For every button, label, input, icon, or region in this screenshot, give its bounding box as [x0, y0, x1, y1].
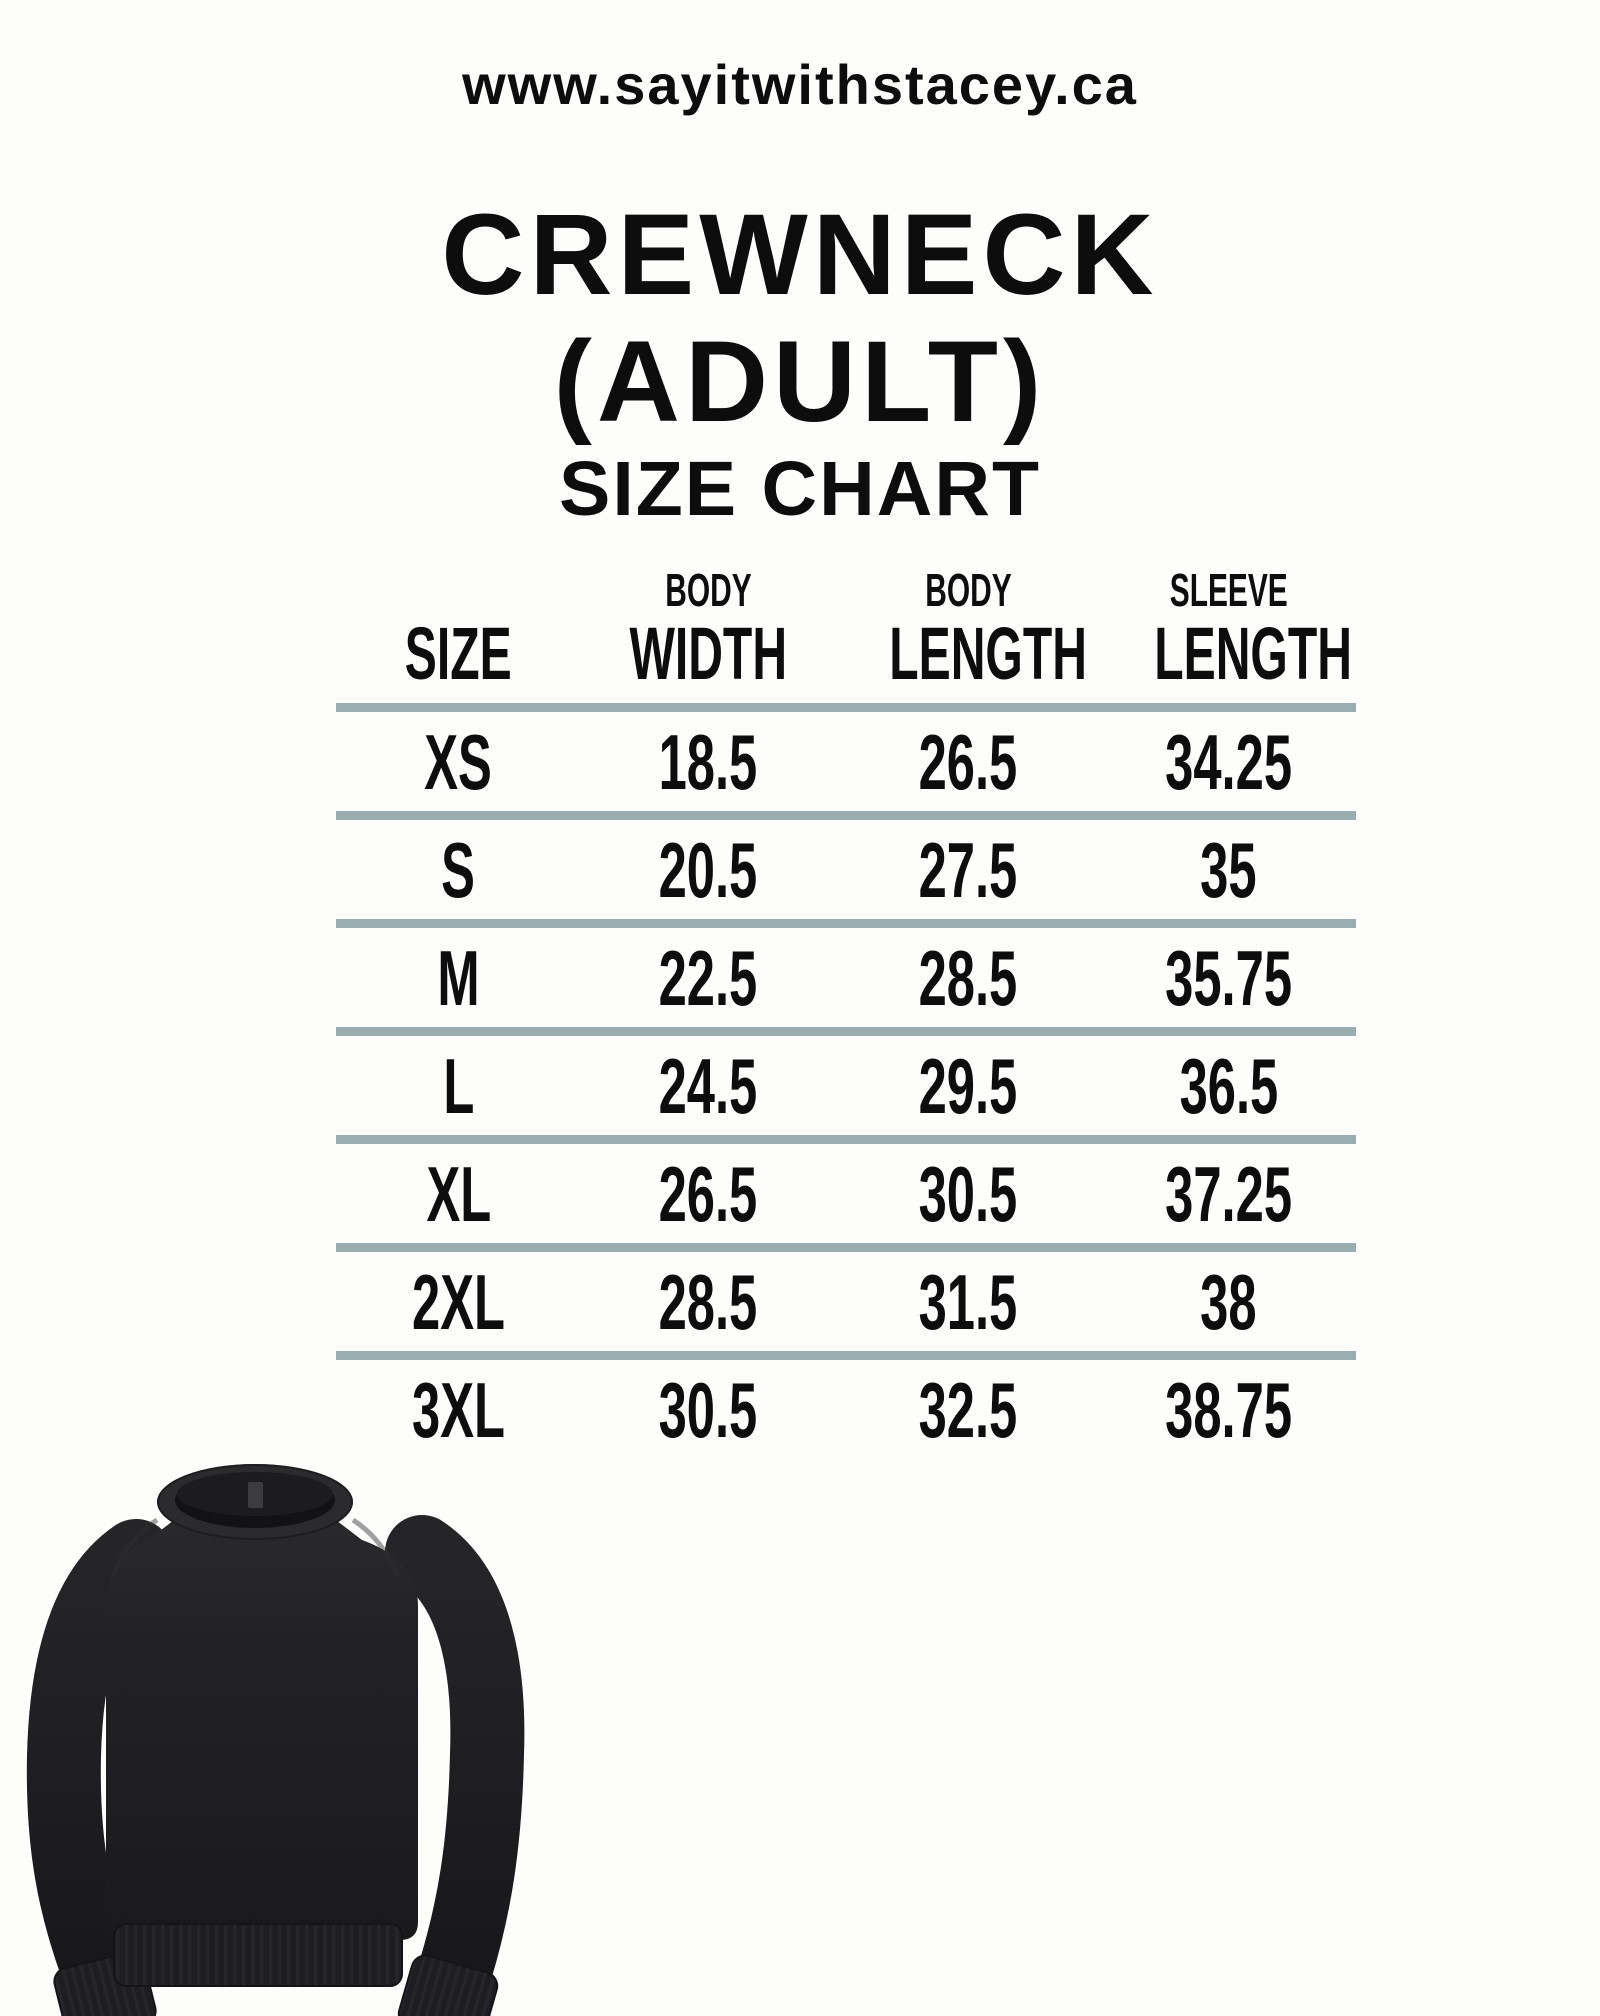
cell-body-width: 18.5 [658, 717, 758, 806]
cell-body-length: 27.5 [919, 825, 1018, 914]
header-body-width: BODY WIDTH [629, 563, 788, 696]
table-row-3xl [336, 1351, 1356, 1459]
sweatshirt-collar [157, 1464, 353, 1540]
page-title [0, 192, 1600, 534]
cell-size: 2XL [411, 1257, 505, 1346]
neck-label [248, 1482, 263, 1508]
cell-sleeve-length: 35.75 [1165, 933, 1292, 1022]
cell-body-width: 26.5 [658, 1149, 758, 1238]
header-body-length: BODY LENGTH [889, 563, 1087, 696]
table-row-l [336, 1027, 1356, 1135]
title-line-2: (ADULT) [553, 317, 1047, 446]
table-row-s [336, 811, 1356, 919]
cell-size: XS [424, 717, 493, 806]
cell-body-length: 28.5 [919, 933, 1018, 1022]
cell-body-width: 20.5 [658, 825, 758, 914]
table-row-xs [336, 703, 1356, 811]
cell-size: S [441, 825, 476, 914]
sweatshirt-right-sleeve [422, 1552, 487, 1968]
cell-sleeve-length: 38.75 [1165, 1365, 1292, 1454]
header-sleeve-length: SLEEVE LENGTH [1154, 563, 1352, 696]
cell-body-length: 30.5 [919, 1149, 1018, 1238]
cell-sleeve-length: 37.25 [1165, 1149, 1292, 1238]
website-url: www.sayitwithstacey.ca [462, 53, 1138, 116]
cell-body-length: 31.5 [919, 1257, 1018, 1346]
cell-sleeve-length: 34.25 [1165, 717, 1292, 806]
sweatshirt-waistband [114, 1924, 402, 1986]
table-row-m [336, 919, 1356, 1027]
header-size: SIZE [404, 612, 512, 696]
cell-size: XL [426, 1149, 491, 1238]
cell-size: L [442, 1041, 474, 1130]
cell-size: M [437, 933, 480, 1022]
size-chart-table [336, 548, 1356, 1459]
product-photo-black-crewneck [26, 1456, 550, 2016]
cell-body-width: 24.5 [658, 1041, 758, 1130]
cell-size: 3XL [411, 1365, 505, 1454]
table-header-row [336, 548, 1356, 703]
cell-sleeve-length: 35 [1200, 825, 1257, 914]
cell-body-width: 30.5 [658, 1365, 758, 1454]
cell-body-width: 28.5 [658, 1257, 758, 1346]
sweatshirt-body [106, 1514, 418, 1940]
table-row-2xl [336, 1243, 1356, 1351]
cell-sleeve-length: 36.5 [1179, 1041, 1278, 1130]
cell-body-length: 29.5 [919, 1041, 1018, 1130]
cell-sleeve-length: 38 [1200, 1257, 1257, 1346]
cell-body-length: 32.5 [919, 1365, 1018, 1454]
cell-body-width: 22.5 [658, 933, 758, 1022]
table-row-xl [336, 1135, 1356, 1243]
title-line-1: CREWNECK [441, 191, 1159, 319]
subtitle-size-chart: SIZE CHART [559, 446, 1041, 532]
cell-body-length: 26.5 [919, 717, 1018, 806]
